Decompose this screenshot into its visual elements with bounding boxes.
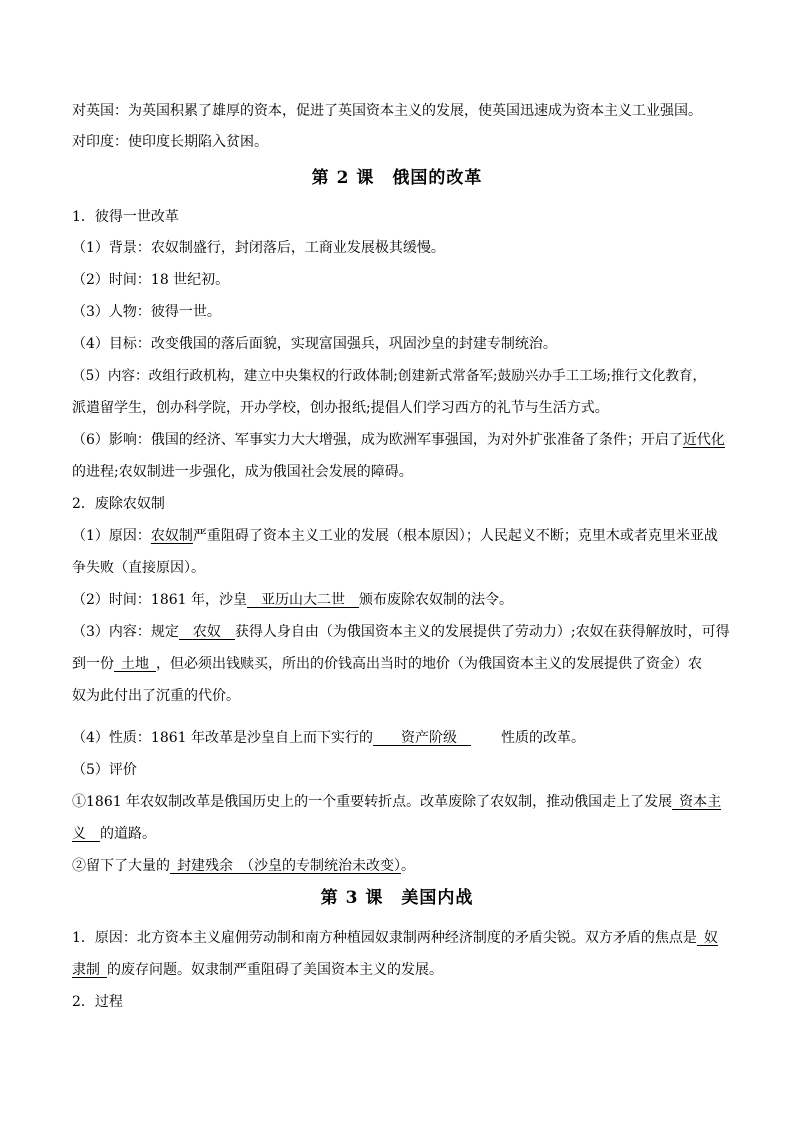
l3-cause-underlined: 奴 <box>703 930 718 946</box>
lesson3-title: 第 3 课 美国内战 <box>320 888 474 908</box>
s2-time <box>72 590 732 610</box>
s1-goal: （4）目标：改变俄国的落后面貌，实现富国强兵，巩固沙皇的封建专制统治。 <box>72 336 557 352</box>
s2-eval1-line1 <box>72 792 732 812</box>
s2-cause-line2: 争失败（直接原因）。 <box>72 560 205 576</box>
s2-eval1-rest: 的道路。 <box>100 826 156 842</box>
s2-content-text2: 获得人身自由（为俄国资本主义的发展提供了劳动力）;农奴在获得解放时，可得 <box>234 624 730 640</box>
l3-cause-line1 <box>72 928 732 948</box>
s1-content-line1: （5）内容：改组行政机构，建立中央集权的行政体制;创建新式常备军;鼓励兴办手工工场;推行文化教育， <box>72 368 707 384</box>
l3-cause-underlined2: 隶制 <box>72 962 100 978</box>
s2-content-text3: 到一份 <box>72 656 114 672</box>
s2-cause-label: （1）原因： <box>72 528 151 544</box>
s2-title: 2．废除农奴制 <box>72 496 165 512</box>
s1-effect-text: （6）影响：俄国的经济、军事实力大大增强，成为欧洲军事强国，为对外扩张准备了条件；开启了 <box>72 432 683 448</box>
s1-content-line2: 派遣留学生，创办科学院，开办学校，创办报纸;提倡人们学习西方的礼节与生活方式。 <box>72 400 609 416</box>
s2-content-underlined2: 土地 <box>121 656 149 672</box>
l3-cause-text: 1．原因：北方资本主义雇佣劳动制和南方种植园奴隶制两种经济制度的矛盾尖锐。双方矛盾的焦点是 <box>72 930 697 946</box>
s2-eval1-underlined2: 义 <box>72 826 86 842</box>
s1-effect-line1 <box>72 430 732 450</box>
l3-cause-rest: 的废存问题。奴隶制严重阻碍了美国资本主义的发展。 <box>107 962 443 978</box>
s2-content-line2 <box>72 654 732 674</box>
s1-person: （3）人物：彼得一世。 <box>72 304 221 320</box>
s1-title: 1．彼得一世改革 <box>72 209 179 225</box>
s2-cause-underlined: 农奴制 <box>150 528 193 544</box>
s2-content-text4: ，但必须出钱赎买，所出的价钱高出当时的地价（为俄国资本主义的发展提供了资金）农 <box>156 656 702 672</box>
s2-content-line3: 奴为此付出了沉重的代价。 <box>72 688 240 704</box>
intro-line-india: 对印度：使印度长期陷入贫困。 <box>72 134 268 150</box>
s2-nature-underlined: 资产阶级 <box>401 730 457 746</box>
s1-effect-underlined: 近代化 <box>682 432 725 448</box>
lesson2-title: 第 2 课 俄国的改革 <box>311 168 483 188</box>
l3-cause-line2 <box>72 960 732 980</box>
s2-eval2 <box>72 856 732 876</box>
l3-process: 2．过程 <box>72 994 123 1010</box>
s2-nature <box>72 728 732 748</box>
s1-effect-line2: 的进程;农奴制进一步强化，成为俄国社会发展的障碍。 <box>72 464 413 480</box>
s2-evaluation: （5）评价 <box>72 762 137 778</box>
s2-time-rest: 颁布废除农奴制的法令。 <box>359 592 513 608</box>
s2-nature-text: （4）性质：1861 年改革是沙皇自上而下实行的 <box>72 730 373 746</box>
s2-cause-line1 <box>72 526 732 546</box>
s1-background: （1）背景：农奴制盛行，封闭落后，工商业发展极其缓慢。 <box>72 240 445 256</box>
s2-eval2-rest: 。 <box>401 858 415 874</box>
s2-eval1-underlined: 资本主 <box>679 794 722 810</box>
s2-eval1-line2 <box>72 824 732 844</box>
s2-eval2-text: ②留下了大量的 <box>72 858 170 874</box>
s2-content-line1 <box>72 622 732 642</box>
s2-content-underlined1: 农奴 <box>192 624 221 640</box>
s2-cause-text: 严重阻碍了资本主义工业的发展（根本原因）；人民起义不断；克里木或者克里米亚战 <box>192 528 718 544</box>
s1-time: （2）时间：18 世纪初。 <box>72 272 230 288</box>
s2-time-underlined: 亚历山大二世 <box>261 592 345 608</box>
s2-nature-rest: 性质的改革。 <box>501 730 585 746</box>
s2-eval2-underlined: 封建残余 （沙皇的专制统治未改变） <box>177 858 401 874</box>
s2-content-text1: （3）内容：规定 <box>72 624 179 640</box>
intro-line-britain: 对英国：为英国积累了雄厚的资本，促进了英国资本主义的发展，使英国迅速成为资本主义工业强国。 <box>72 103 702 119</box>
s2-time-text: （2）时间：1861 年，沙皇 <box>72 592 247 608</box>
s2-eval1-text: ①1861 年农奴制改革是俄国历史上的一个重要转折点。改革废除了农奴制，推动俄国走上了发展 <box>72 794 673 810</box>
